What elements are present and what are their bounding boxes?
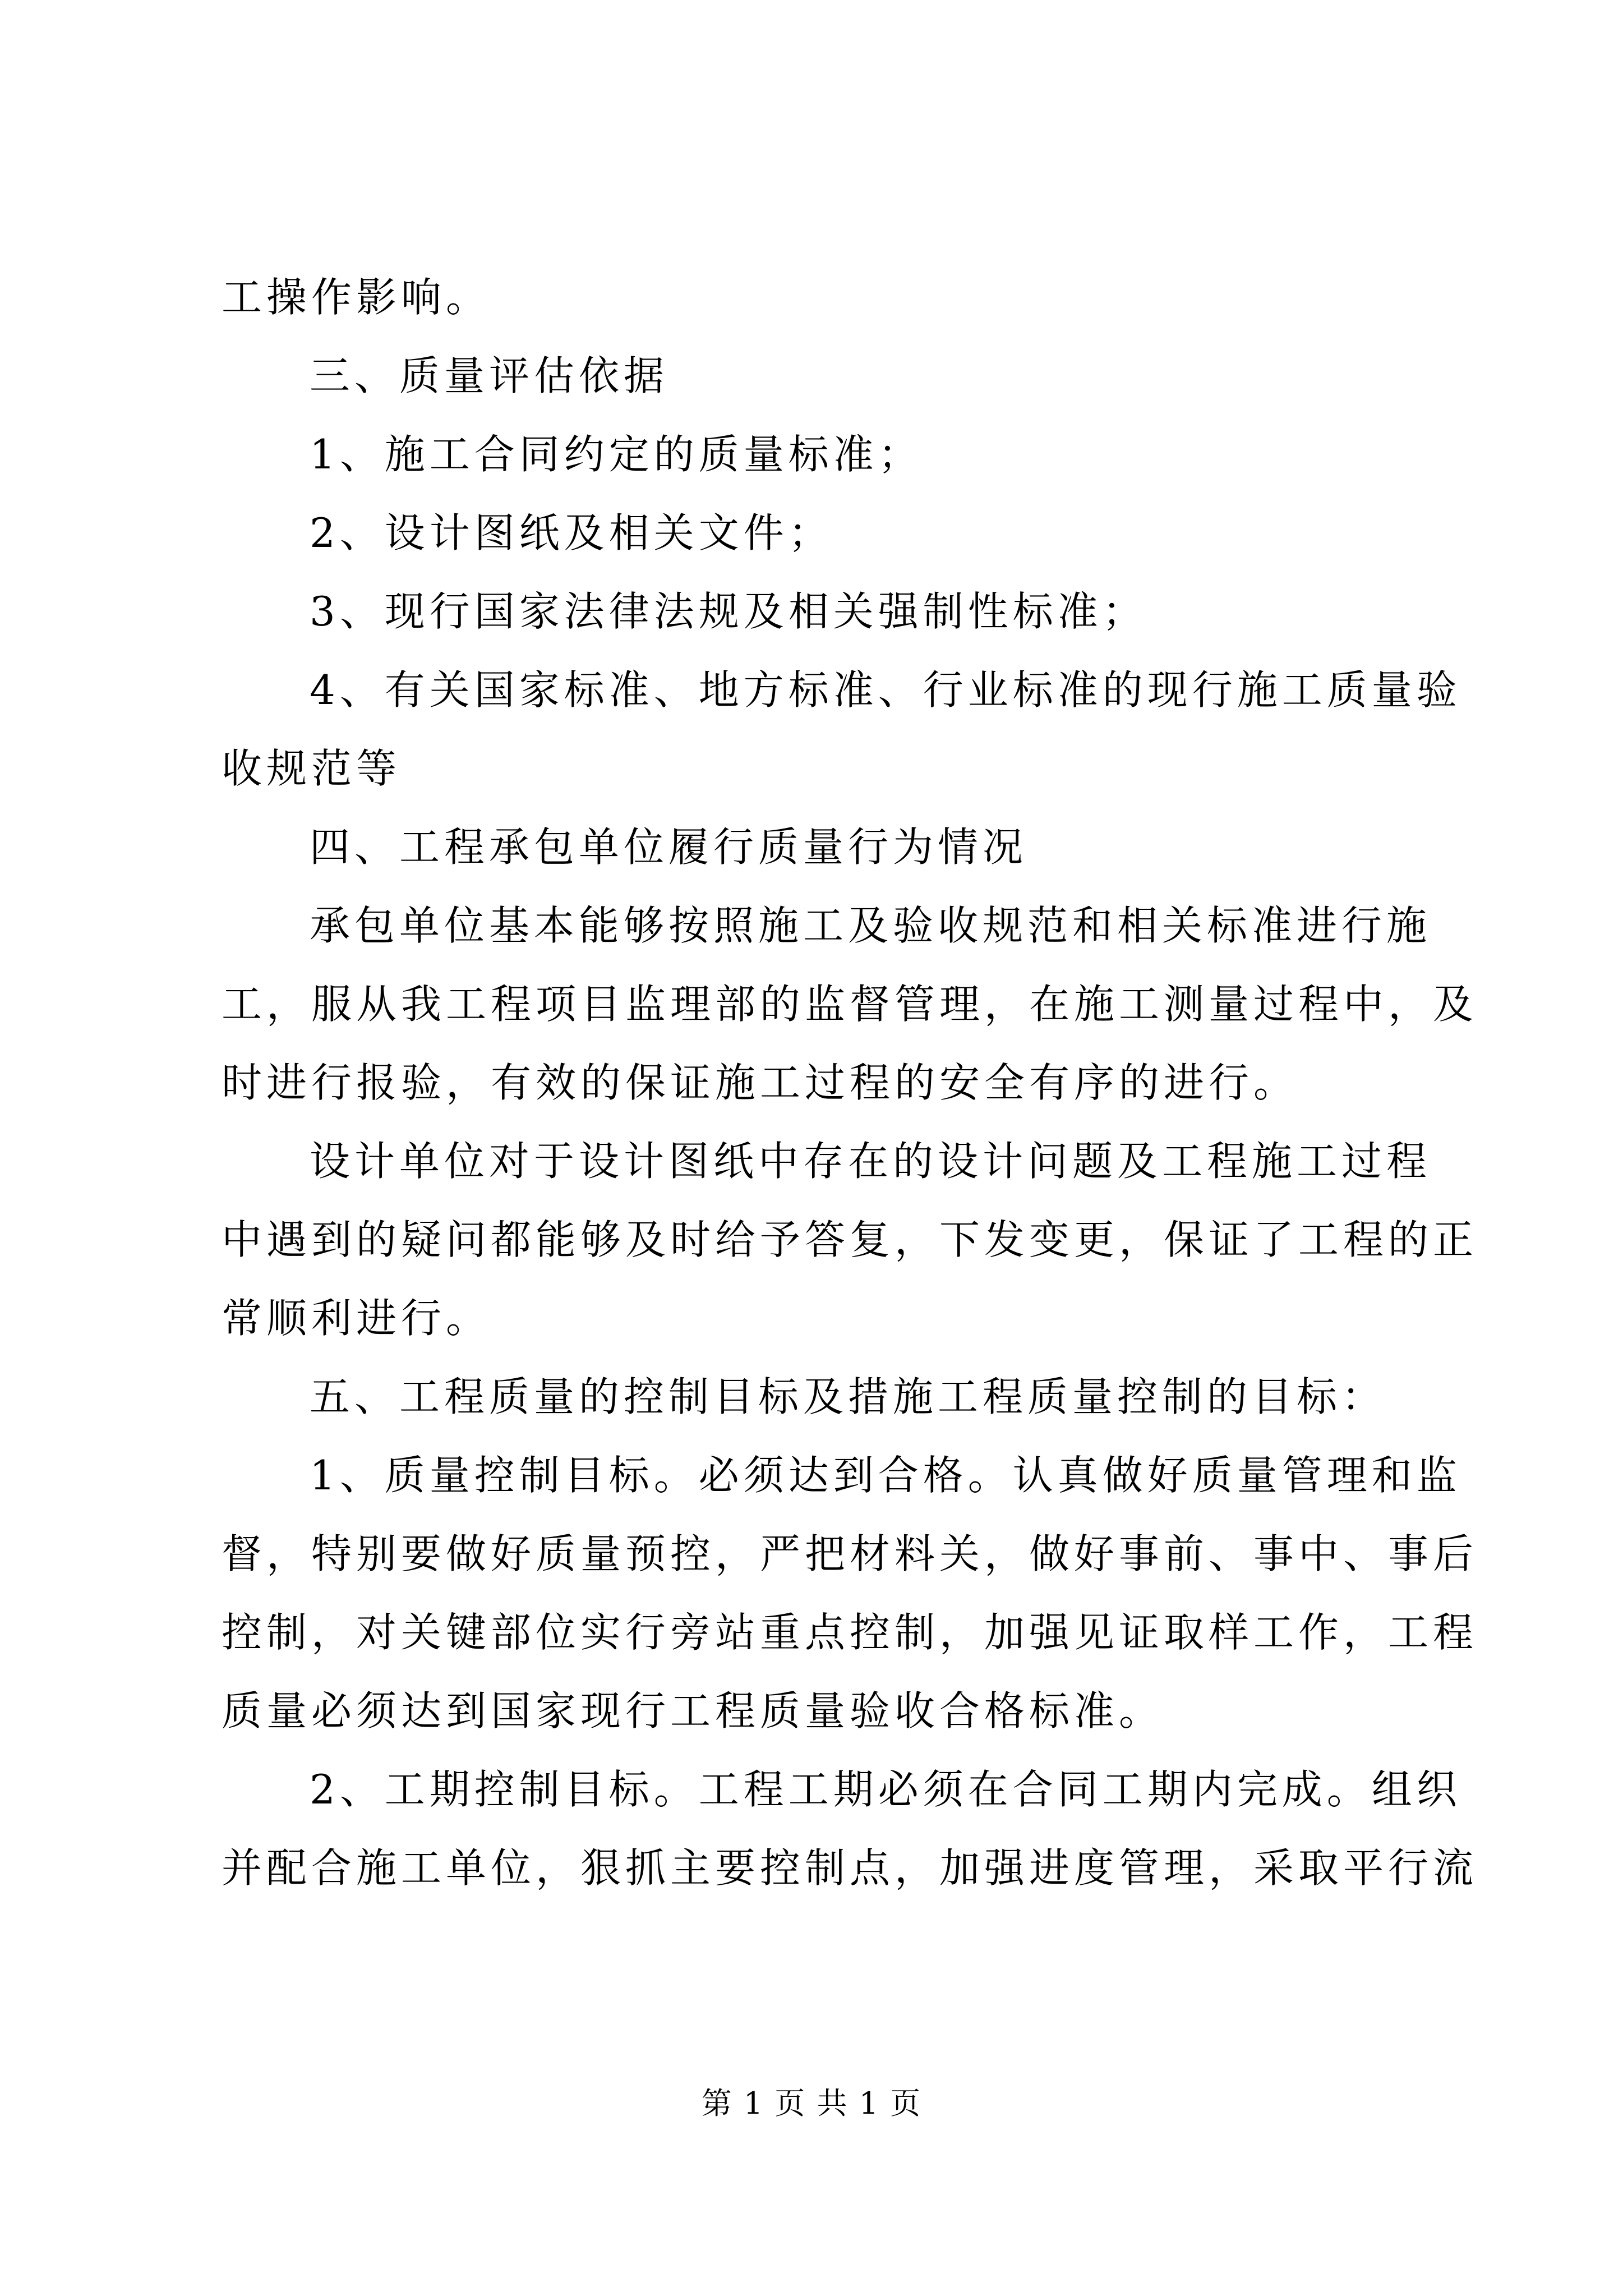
text-line: 3、现行国家法律法规及相关强制性标准； bbox=[310, 588, 1147, 635]
text-line: 设计单位对于设计图纸中存在的设计问题及工程施工过程 bbox=[310, 1138, 1432, 1185]
text-line: 三、质量评估依据 bbox=[310, 352, 669, 399]
text-line: 2、设计图纸及相关文件； bbox=[310, 509, 833, 556]
text-line: 4、有关国家标准、地方标准、行业标准的现行施工质量验 bbox=[310, 666, 1461, 714]
text-line: 四、工程承包单位履行质量行为情况 bbox=[310, 823, 1028, 871]
text-line: 中遇到的疑问都能够及时给予答复，下发变更，保证了工程的正 bbox=[222, 1216, 1478, 1263]
page-footer: 第 1 页 共 1 页 bbox=[701, 2086, 922, 2121]
text-line: 并配合施工单位，狠抓主要控制点，加强进度管理，采取平行流 bbox=[222, 1844, 1478, 1892]
text-line: 1、施工合同约定的质量标准； bbox=[310, 431, 923, 478]
text-line: 收规范等 bbox=[222, 745, 402, 792]
text-line: 控制，对关键部位实行旁站重点控制，加强见证取样工作，工程 bbox=[222, 1609, 1478, 1656]
document-body bbox=[222, 258, 1478, 1907]
text-line: 1、质量控制目标。必须达到合格。认真做好质量管理和监 bbox=[310, 1452, 1461, 1499]
text-line: 承包单位基本能够按照施工及验收规范和相关标准进行施 bbox=[310, 902, 1432, 949]
text-line: 五、工程质量的控制目标及措施工程质量控制的目标： bbox=[310, 1373, 1387, 1420]
text-line: 督，特别要做好质量预控，严把材料关，做好事前、事中、事后 bbox=[222, 1530, 1478, 1577]
text-line: 2、工期控制目标。工程工期必须在合同工期内完成。组织 bbox=[310, 1766, 1461, 1813]
text-line: 质量必须达到国家现行工程质量验收合格标准。 bbox=[222, 1687, 1164, 1734]
text-line: 工操作影响。 bbox=[222, 274, 491, 321]
text-line: 工，服从我工程项目监理部的监督管理，在施工测量过程中，及 bbox=[222, 981, 1478, 1028]
text-line: 时进行报验，有效的保证施工过程的安全有序的进行。 bbox=[222, 1059, 1299, 1106]
text-line: 常顺利进行。 bbox=[222, 1295, 491, 1342]
